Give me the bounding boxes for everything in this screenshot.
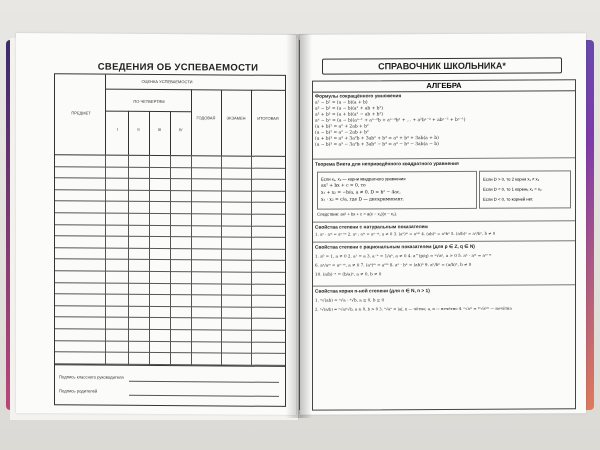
formula-line: (a + b)² = a² + 2ab + b² bbox=[315, 124, 369, 130]
divider bbox=[251, 90, 252, 156]
divider bbox=[55, 364, 285, 367]
divider bbox=[170, 111, 171, 155]
divider bbox=[105, 75, 106, 155]
handbook-title: СПРАВОЧНИК ШКОЛЬНИКА* bbox=[322, 57, 562, 74]
divider bbox=[313, 284, 575, 286]
formula-line: aⁿ − bⁿ = (a − b)(aⁿ⁻¹ + aⁿ⁻²b + aⁿ⁻³b² + ... + a²bⁿ⁻³ + abⁿ⁻² + bⁿ⁻¹) bbox=[315, 117, 466, 124]
formula-line: (a − b)³ = a³ − 3a²b + 3ab² − b³ = a³ − b³ − 3ab(a − b) bbox=[315, 142, 439, 148]
left-page bbox=[16, 33, 296, 415]
discriminant-line: Если D < 0, то корней нет. bbox=[483, 196, 534, 202]
teacher-signature-label: Подпись классного руководителя bbox=[59, 374, 124, 380]
quarter-4: IV bbox=[178, 127, 183, 133]
rational-power-heading: Свойства степени с рациональным показателем (для p ∈ Z, q ∈ N) bbox=[315, 244, 475, 251]
divider bbox=[105, 111, 191, 113]
divider bbox=[313, 240, 575, 242]
grid-column bbox=[128, 155, 129, 365]
grades-table bbox=[54, 73, 286, 407]
divider bbox=[313, 157, 575, 159]
natural-power-heading: Свойства степени с натуральным показателем bbox=[315, 225, 428, 231]
signature-line bbox=[129, 381, 279, 383]
quarter-2: II bbox=[137, 126, 140, 132]
parents-signature-label: Подпись родителей bbox=[59, 388, 98, 394]
grid-column bbox=[105, 155, 106, 365]
vieta-line: Если x₁, x₂ — корни квадратного уравнения bbox=[321, 176, 406, 182]
formula-line: 1. ⁿ√(ab) = ⁿ√a · ⁿ√b, a ≥ 0, b ≥ 0 bbox=[315, 297, 385, 303]
vieta-section bbox=[315, 161, 571, 168]
discriminant-box bbox=[479, 170, 571, 208]
divider bbox=[128, 111, 129, 155]
formula-line: 6. aⁿ/aᵐ = aⁿ⁻ᵐ, a ≠ 0 7. (aⁿ)ᵐ = aⁿᵐ 8. aⁿ · bⁿ = (ab)ⁿ 9. aⁿ/bⁿ = (a/b)ⁿ, b ≠ 0 bbox=[315, 261, 472, 268]
signature-line bbox=[129, 395, 279, 397]
grades-title: СВЕДЕНИЯ ОБ УСПЕВАЕМОСТИ bbox=[97, 61, 259, 74]
vieta-line: x₁ · x₂ = c/a, где D — дискриминант. bbox=[321, 197, 405, 203]
abbrev-heading: Формулы сокращённого умножения bbox=[315, 94, 402, 100]
col-grades-header: ОЦЕНКА УСПЕВАЕМОСТИ bbox=[141, 78, 193, 85]
abbrev-section bbox=[315, 93, 571, 148]
formula-line: (a − b)² = a² − 2ab + b² bbox=[315, 130, 369, 136]
grid-column bbox=[170, 155, 171, 365]
formula-line: a² − b² = (a − b)(a + b) bbox=[315, 100, 368, 106]
formula-line: 10. (a/b)⁻ⁿ = (b/a)ⁿ, a ≠ 0, b ≠ 0 bbox=[315, 271, 382, 277]
col-subject-header: ПРЕДМЕТ bbox=[71, 110, 91, 116]
vieta-line: ax² + bx + c = 0, то bbox=[321, 183, 366, 189]
col-annual-header: ГОДОВАЯ bbox=[196, 115, 216, 121]
formula-line: 2. ⁿ√(a/b) = ⁿ√a/ⁿ√b, a ≥ 0, b > 0 3. ⁿ√aⁿ = |a|, n — чётно; a, n — нечётно 4. ⁿ√aᵐ = ᵏⁿ√aᵏᵐ — нечётно bbox=[315, 305, 512, 312]
rational-power-section bbox=[315, 244, 571, 278]
root-heading: Свойства корня n-ной степени (для n ∈ N, n > 1) bbox=[315, 289, 430, 295]
discriminant-line: Если D = 0, то 1 корень x₁ = x₂ bbox=[483, 186, 542, 192]
col-quarters-header: ПО ЧЕТВЕРТЯМ bbox=[133, 98, 165, 105]
grid-column bbox=[251, 156, 252, 366]
quarter-1: I bbox=[116, 126, 119, 132]
root-section bbox=[315, 288, 571, 313]
grid-column bbox=[191, 155, 192, 365]
divider bbox=[191, 89, 192, 155]
natural-power-section bbox=[315, 224, 571, 237]
right-page bbox=[300, 33, 586, 414]
formula-line: a³ + b³ = (a + b)(a² − ab + b²) bbox=[315, 112, 383, 118]
grid-column bbox=[149, 155, 150, 365]
grades-table-header bbox=[55, 74, 285, 157]
formula-line: a³ − b³ = (a − b)(a² + ab + b²) bbox=[315, 106, 383, 112]
divider bbox=[313, 220, 575, 222]
section-title: АЛГЕБРА bbox=[313, 80, 575, 92]
vieta-heading: Теорема Виета для неприведённого квадратного уравнения bbox=[315, 161, 459, 168]
divider bbox=[149, 111, 150, 155]
vieta-box bbox=[317, 171, 477, 210]
grid-column bbox=[221, 155, 222, 365]
book-spine bbox=[286, 34, 312, 418]
divider bbox=[105, 89, 285, 91]
divider bbox=[221, 89, 222, 155]
vieta-consequence: Следствие: ax² + bx + c = a(x − x₁)(x − x₂). bbox=[317, 211, 398, 217]
vieta-line: x₁ + x₂ = −b/a, a ≠ 0, D = b² − 4ac, bbox=[321, 190, 401, 196]
quarter-3: III bbox=[157, 127, 162, 133]
formula-line: 1. aⁿ · aᵐ = aⁿ⁺ᵐ 2. aⁿ : aᵐ = aⁿ⁻ᵐ, a ≠ 0 3. (aⁿ)ᵐ = aⁿᵐ 4. (ab)ⁿ = aⁿbⁿ 5. (a/b)ⁿ = aⁿ/bⁿ, b ≠ 0 bbox=[315, 230, 496, 237]
algebra-reference bbox=[312, 79, 576, 410]
formula-line: 1. a⁰ = 1, a ≠ 0 2. a¹ = a 3. a⁻ⁿ = 1/aⁿ, a ≠ 0 4. a^(p/q) = ᵠ√aᵖ, a > 0 5. aⁿ · aᵐ = aⁿ⁺ᵐ bbox=[315, 252, 492, 259]
col-exam-header: ЭКЗАМЕН bbox=[226, 115, 246, 121]
col-final-header: ИТОГОВАЯ bbox=[257, 115, 279, 121]
formula-line: (a + b)³ = a³ + 3a²b + 3ab² + b³ = a³ + b³ + 3ab(a + b) bbox=[315, 136, 439, 142]
discriminant-line: Если D > 0, то 2 корня x₁ ≠ x₂ bbox=[483, 176, 540, 182]
